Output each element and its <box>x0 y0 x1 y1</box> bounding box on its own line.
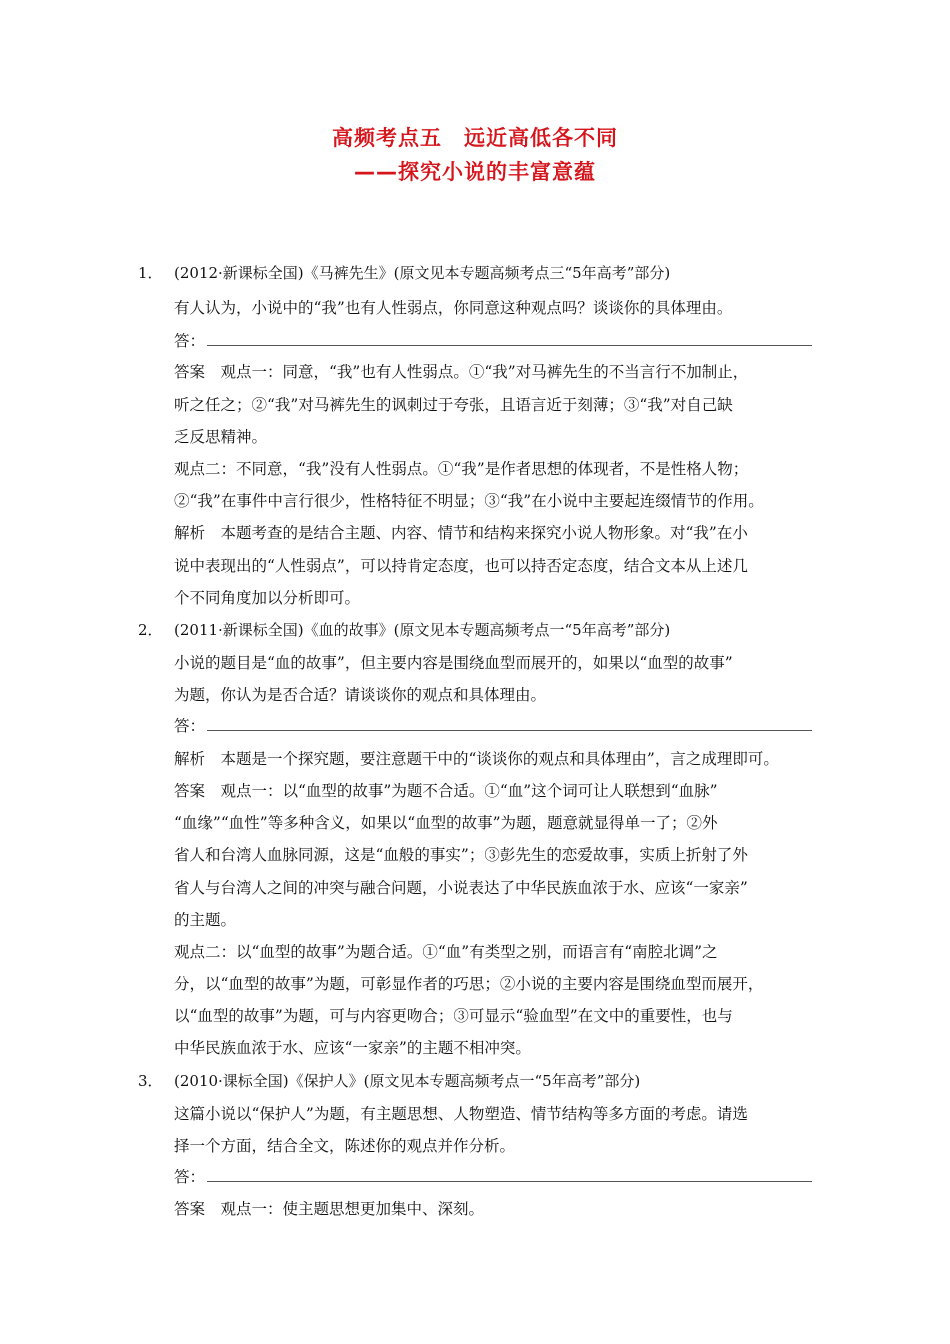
question-3-header <box>138 1071 640 1091</box>
answer-rule <box>207 718 812 731</box>
text-line: 观点二：不同意，“我”没有人性弱点。①“我”是作者思想的体现者，不是性格人物； <box>174 460 749 478</box>
text-line: ②“我”在事件中言行很少，性格特征不明显；③“我”在小说中主要起连缀情节的作用。 <box>174 492 764 510</box>
text-line: 省人与台湾人之间的冲突与融合问题，小说表达了中华民族血浓于水、应该“一家亲” <box>174 879 748 897</box>
question-source: (2012·新课标全国)《马裤先生》(原文见本专题高频考点三“5年高考”部分) <box>174 264 671 282</box>
question-source: (2011·新课标全国)《血的故事》(原文见本专题高频考点一“5年高考”部分) <box>174 621 671 639</box>
answer-prompt: 答： <box>174 1168 206 1186</box>
answer-rule <box>207 333 812 346</box>
text-line: 乏反思精神。 <box>174 428 268 446</box>
text-line: 解析 本题考查的是结合主题、内容、情节和结构来探究小说人物形象。对“我”在小 <box>174 524 748 542</box>
text-line: 答案 观点一：同意，“我”也有人性弱点。①“我”对马裤先生的不当言行不加制止， <box>174 363 749 381</box>
text-line: 省人和台湾人血脉同源，这是“血般的事实”；③彭先生的恋爱故事，实质上折射了外 <box>174 846 748 864</box>
text-line: 解析 本题是一个探究题，要注意题干中的“谈谈你的观点和具体理由”，言之成理即可。 <box>174 750 779 768</box>
question-2-text: 小说的题目是“血的故事”，但主要内容是围绕血型而展开的，如果以“血型的故事” <box>174 654 733 672</box>
text-line: 答案 观点一：以“血型的故事”为题不合适。①“血”这个词可让人联想到“血脉” <box>174 782 718 800</box>
answer-blank <box>174 1167 812 1187</box>
page-subtitle: ——探究小说的丰富意蕴 <box>354 160 596 184</box>
question-number: 1． <box>138 264 163 282</box>
question-number: 2． <box>138 621 163 639</box>
text-line: 以“血型的故事”为题，可与内容更吻合；③可显示“验血型”在文中的重要性，也与 <box>174 1007 733 1025</box>
page-title: 高频考点五 远近高低各不同 <box>332 126 618 150</box>
question-1-header <box>138 263 670 283</box>
answer-blank <box>174 716 812 736</box>
answer-prompt: 答： <box>174 332 206 350</box>
question-2-header <box>138 620 670 640</box>
answer-rule <box>207 1169 812 1182</box>
question-3-text: 这篇小说以“保护人”为题，有主题思想、人物塑造、情节结构等多方面的考虑。请选 <box>174 1105 748 1123</box>
text-line: 分，以“血型的故事”为题，可彰显作者的巧思；②小说的主要内容是围绕血型而展开， <box>174 975 764 993</box>
question-3-text: 择一个方面，结合全文，陈述你的观点并作分析。 <box>174 1137 516 1155</box>
question-source: (2010·课标全国)《保护人》(原文见本专题高频考点一“5年高考”部分) <box>174 1072 641 1090</box>
text-line: 的主题。 <box>174 911 237 929</box>
question-1-text: 有人认为，小说中的“我”也有人性弱点，你同意这种观点吗？谈谈你的具体理由。 <box>174 299 733 317</box>
answer-prompt: 答： <box>174 717 206 735</box>
text-line: 个不同角度加以分析即可。 <box>174 589 361 607</box>
question-2-text: 为题，你认为是否合适？请谈谈你的观点和具体理由。 <box>174 686 547 704</box>
text-line: “血缘”“血性”等多种含义，如果以“血型的故事”为题，题意就显得单一了；②外 <box>174 814 718 832</box>
text-line: 答案 观点一：使主题思想更加集中、深刻。 <box>174 1200 485 1218</box>
text-line: 观点二：以“血型的故事”为题合适。①“血”有类型之别，而语言有“南腔北调”之 <box>174 943 718 961</box>
text-line: 说中表现出的“人性弱点”，可以持肯定态度，也可以持否定态度，结合文本从上述几 <box>174 557 748 575</box>
text-line: 听之任之；②“我”对马裤先生的讽刺过于夸张，且语言近于刻薄；③“我”对自己缺 <box>174 396 733 414</box>
text-line: 中华民族血浓于水、应该“一家亲”的主题不相冲突。 <box>174 1039 531 1057</box>
question-number: 3． <box>138 1072 163 1090</box>
answer-blank <box>174 331 812 351</box>
